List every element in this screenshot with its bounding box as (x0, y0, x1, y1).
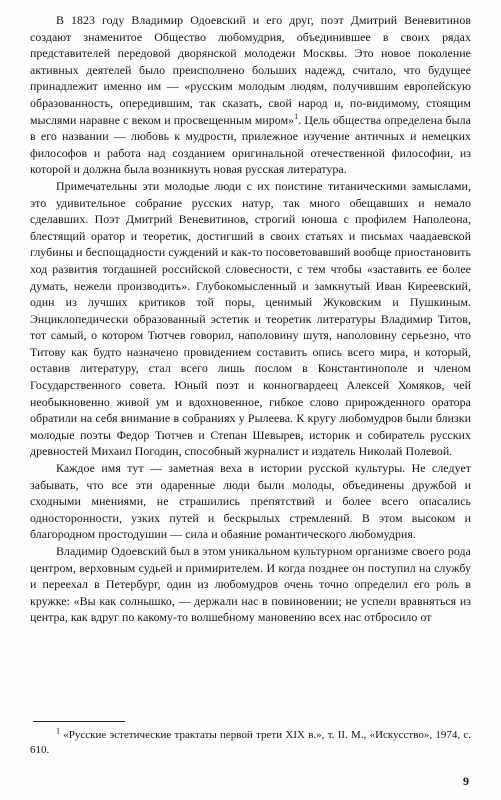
footnote-reference: 1 (294, 111, 299, 121)
paragraph-2: Примечательны эти молодые люди с их поистине титаническими замыслами, это удивительное собрание русских натур, так много обещавших и немало сделавших. Поэт Дмитрий Веневитинов, строгий юноша с профилем Наполеона, блестящий оратор и теоретик, достигший в своих статьях и письмах чаадаевской глубины и беспощадности суждений и как-то посоветовавший вообще приостановить ход развития тогдашней российской словесности, с тем чтобы «заставить ее более думать, нежели производить». Глубокомысленный и замкнутый Иван Киреевский, один из лучших критиков той поры, ценимый Жуковским и Пушкиным. Энциклопедически образованный эстетик и теоретик литературы Владимир Титов, тот самый, о котором Тютчев говорил, наполовину шутя, наполовину серьезно, что Титову как будто назначено провидением составить опись всего мира, и который, оставив литературу, стал всего лишь послом в Константинополе и членом Государственного совета. Юный поэт и конногвардеец Алексей Хомяков, чей необыкновенно живой ум и вдохновенное, гибкое слово прирожденного оратора обратили на себя внимание в собраниях у Рылеева. К кругу любомудров были близки молодые поэты Федор Тютчев и Степан Шевырев, историк и собиратель русских древностей Михаил Погодин, способный журналист и издатель Николай Полевой. (30, 178, 471, 459)
footnote (30, 728, 471, 758)
paragraph-3: Каждое имя тут — заметная веха в истории русской культуры. Не следует забывать, что все эти одаренные люди были молоды, объединены дружбой и сходными мнениями, не страшились препятствий и более всего опасались односторонности, узких путей и бескрылых стремлений. В этом высоком и благородном простодушии — сила и обаяние романтического любомудрия. (30, 461, 471, 542)
paragraph-1-text: В 1823 году Владимир Одоевский и его друг, поэт Дмитрий Веневитинов создают знаменитое Общество любомудрия, объединившее в своих рядах представителей передовой дворянской молодежи Москвы. Это новое поколение активных деятелей было преисполнено больших надежд, считало, что будущее принадлежит именно им — «русским молодым людям, получившим европейскую образованность, опередившим, так сказать, свой народ и, по-видимому, стоящим мыслями наравне с веком и просвещенным миром» (30, 13, 471, 127)
footnote-divider (33, 721, 125, 722)
paragraph-1-continuation: . Цель общества определена была в его названии — любовь к мудрости, прилежное изучение античных и немецких философов и работа над созданием оригинальной отечественной философии, из которой и должна была возникнуть новая русская литература. (30, 112, 471, 177)
footnote-marker: 1 (56, 726, 60, 736)
main-text (30, 12, 471, 626)
page-number: 9 (463, 774, 469, 788)
footnote-text: «Русские эстетические трактаты первой трети XIX в.», т. II. М., «Искусство», 1974, с. 610. (30, 729, 472, 756)
paragraph-1 (30, 12, 471, 178)
paragraph-4: Владимир Одоевский был в этом уникальном культурном организме своего рода центром, верховным судьей и примирителем. И когда позднее он поступил на службу и переехал в Петербург, один из любомудров очень точно определил его роль в кружке: «Вы как солнышко, — держали нас в повиновении; не успели вравняться из центра, как вдруг по какому-то волшебному мановению всех нас отбросило от (30, 544, 471, 625)
footnote-text-line (30, 728, 471, 758)
